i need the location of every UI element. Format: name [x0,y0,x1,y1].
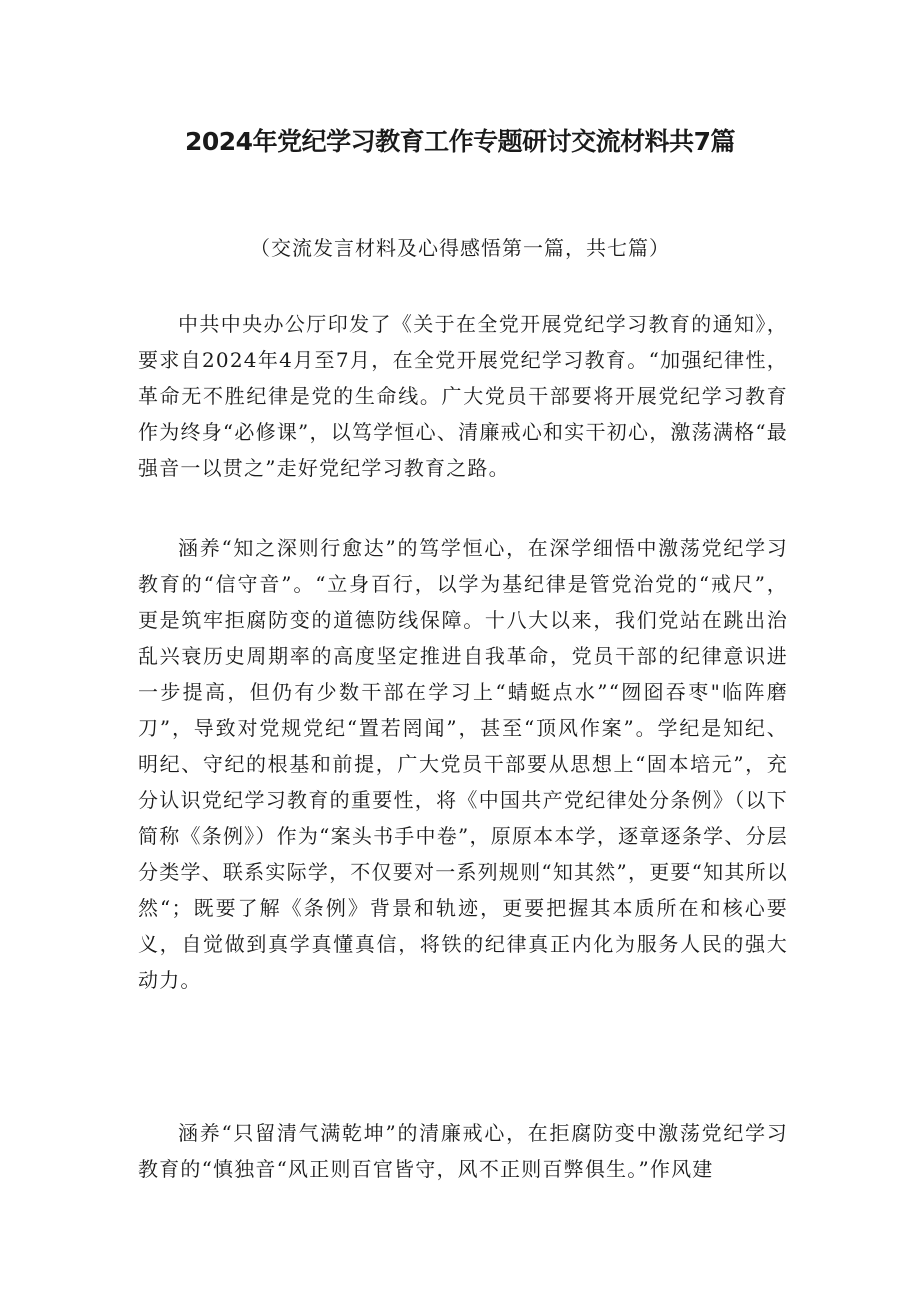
paragraph-2: 涵养“知之深则行愈达”的笃学恒心，在深学细悟中激荡党纪学习教育的“信守音”。“立身百行，以学为基纪律是管党治党的“戒尺”，更是筑牢拒腐防变的道德防线保障。十八大以来，我们党站在跳出治乱兴衰历史周期率的高度坚定推进自我革命，党员干部的纪律意识进一步提高，但仍有少数干部在学习上“蜻蜓点水”“囫囵吞枣"临阵磨刀”，导致对党规党纪“置若罔闻”，甚至“顶风作案”。学纪是知纪、明纪、守纪的根基和前提，广大党员干部要从思想上“固本培元”，充分认识党纪学习教育的重要性，将《中国共产党纪律处分条例》（以下简称《条例》）作为“案头书手中卷”，原原本本学，逐章逐条学、分层分类学、联系实际学，不仅要对一系列规则“知其然”，更要“知其所以然“；既要了解《条例》背景和轨迹，更要把握其本质所在和核心要义，自觉做到真学真懂真信，将铁的纪律真正内化为服务人民的强大动力。 [138,536,788,992]
paragraph-1: 中共中央办公厅印发了《关于在全党开展党纪学习教育的通知》，要求自2024年4月至7月，在全党开展党纪学习教育。“加强纪律性，革命无不胜纪律是党的生命线。广大党员干部要将开展党纪学习教育作为终身“必修课”，以笃学恒心、清廉戒心和实干初心，激荡满格“最强音一以贯之”走好党纪学习教育之路。 [138,312,788,480]
paragraph-3: 涵养“只留清气满乾坤”的清廉戒心，在拒腐防变中激荡党纪学习教育的“慎独音“风正则百官皆守，风不正则百弊俱生。”作风建 [138,1121,788,1181]
document-subtitle: （交流发言材料及心得感悟第一篇，共七篇） [250,236,670,260]
document-title: 2024年党纪学习教育工作专题研讨交流材料共7篇 [185,127,735,156]
